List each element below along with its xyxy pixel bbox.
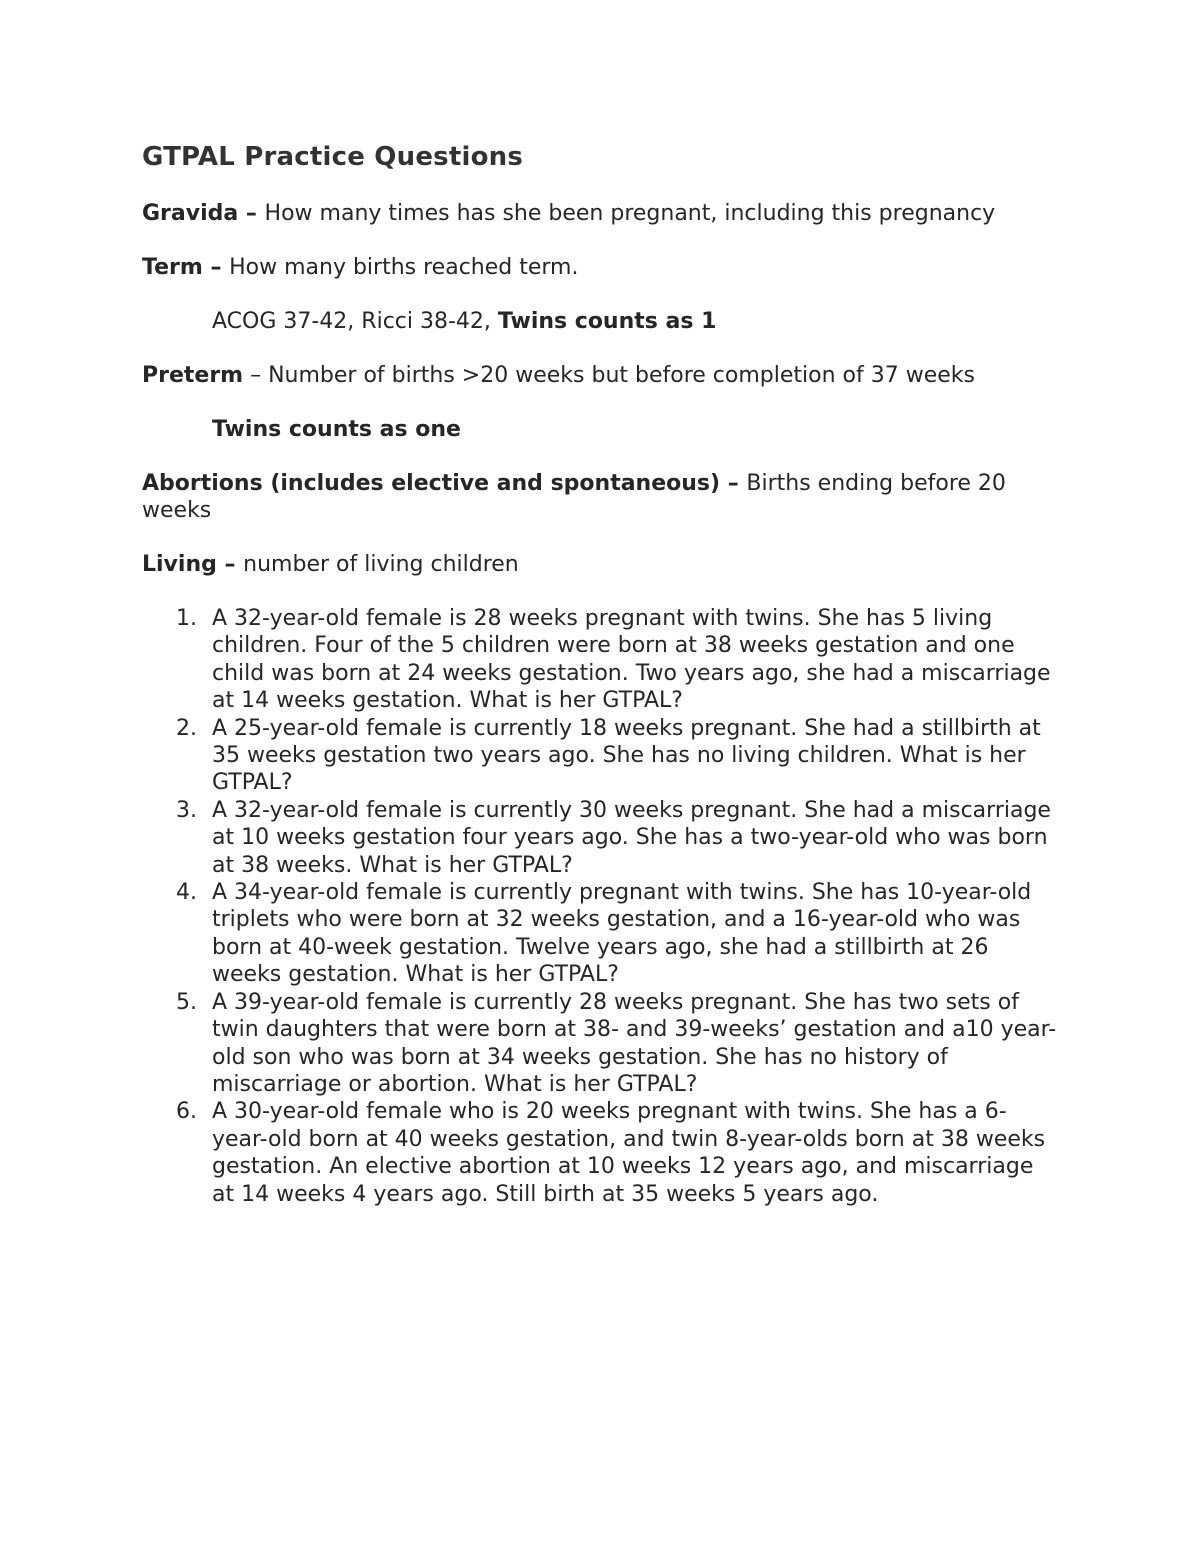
question-item <box>142 605 1062 715</box>
term-note <box>212 308 1062 335</box>
question-number: 2. <box>176 715 197 741</box>
definition-text: How many times has she been pregnant, including this pregnancy <box>264 201 996 226</box>
definition-living <box>142 551 1062 578</box>
question-text: A 30-year-old female who is 20 weeks pregnant with twins. She has a 6-year-old born at 40 weeks gestation, and twin 8-year-olds born at 38 weeks gestation. An elective abortion at 10 weeks 12 years ago, and miscarriage at 14 weeks 4 years ago. Still birth at 35 weeks 5 years ago. <box>212 1099 1046 1207</box>
question-text: A 39-year-old female is currently 28 weeks pregnant. She has two sets of twin daughters that were born at 38- and 39-weeks’ gestation and a10 year-old son who was born at 34 weeks gestation. She has no history of miscarriage or abortion. What is her GTPAL? <box>212 989 1057 1097</box>
question-text: A 32-year-old female is currently 30 weeks pregnant. She had a miscarriage at 10 weeks gestation four years ago. She has a two-year-old who was born at 38 weeks. What is her GTPAL? <box>212 797 1051 878</box>
document-page <box>142 140 1062 1208</box>
question-item <box>142 797 1062 879</box>
note-bold: Twins counts as 1 <box>497 309 717 334</box>
question-item <box>142 989 1062 1099</box>
definition-text: How many births reached term. <box>229 255 579 280</box>
definition-term: Living – <box>142 552 244 577</box>
note-bold: Twins counts as one <box>212 417 461 442</box>
definition-text: number of living children <box>243 552 519 577</box>
definition-abortions <box>142 470 1062 524</box>
question-number: 5. <box>176 989 197 1015</box>
question-text: A 25-year-old female is currently 18 weeks pregnant. She had a stillbirth at 35 weeks gestation two years ago. She has no living children. What is her GTPAL? <box>212 715 1041 796</box>
question-list <box>142 605 1062 1208</box>
question-item <box>142 1098 1062 1208</box>
definition-term: Preterm <box>142 363 244 388</box>
definition-term: Abortions (includes elective and spontaneous) – <box>142 471 747 496</box>
document-title: GTPAL Practice Questions <box>142 142 524 172</box>
question-item <box>142 879 1062 989</box>
definition-text: Births ending before 20 weeks <box>142 471 1006 523</box>
definition-term: Gravida – <box>142 201 265 226</box>
question-number: 4. <box>176 880 197 906</box>
definition-term: Term – <box>142 255 230 280</box>
question-number: 6. <box>176 1099 197 1125</box>
question-number: 1. <box>176 606 197 631</box>
definition-term-births <box>142 254 1062 281</box>
note-text: ACOG 37-42, Ricci 38-42, <box>212 309 498 334</box>
question-text: A 34-year-old female is currently pregnant with twins. She has 10-year-old triplets who were born at 32 weeks gestation, and a 16-year-old who was born at 40-week gestation. Twelve years ago, she had a stillbirth at 26 weeks gestation. What is her GTPAL? <box>212 880 1032 988</box>
preterm-note <box>212 416 1062 443</box>
question-item <box>142 715 1062 797</box>
definition-preterm <box>142 362 1062 389</box>
definition-text: – Number of births >20 weeks but before completion of 37 weeks <box>243 363 975 388</box>
question-number: 3. <box>176 797 197 823</box>
question-text: A 32-year-old female is 28 weeks pregnant with twins. She has 5 living children. Four of the 5 children were born at 38 weeks gestation and one child was born at 24 weeks gestation. Two years ago, she had a miscarriage at 14 weeks gestation. What is her GTPAL? <box>212 606 1051 714</box>
definition-gravida <box>142 200 1062 227</box>
